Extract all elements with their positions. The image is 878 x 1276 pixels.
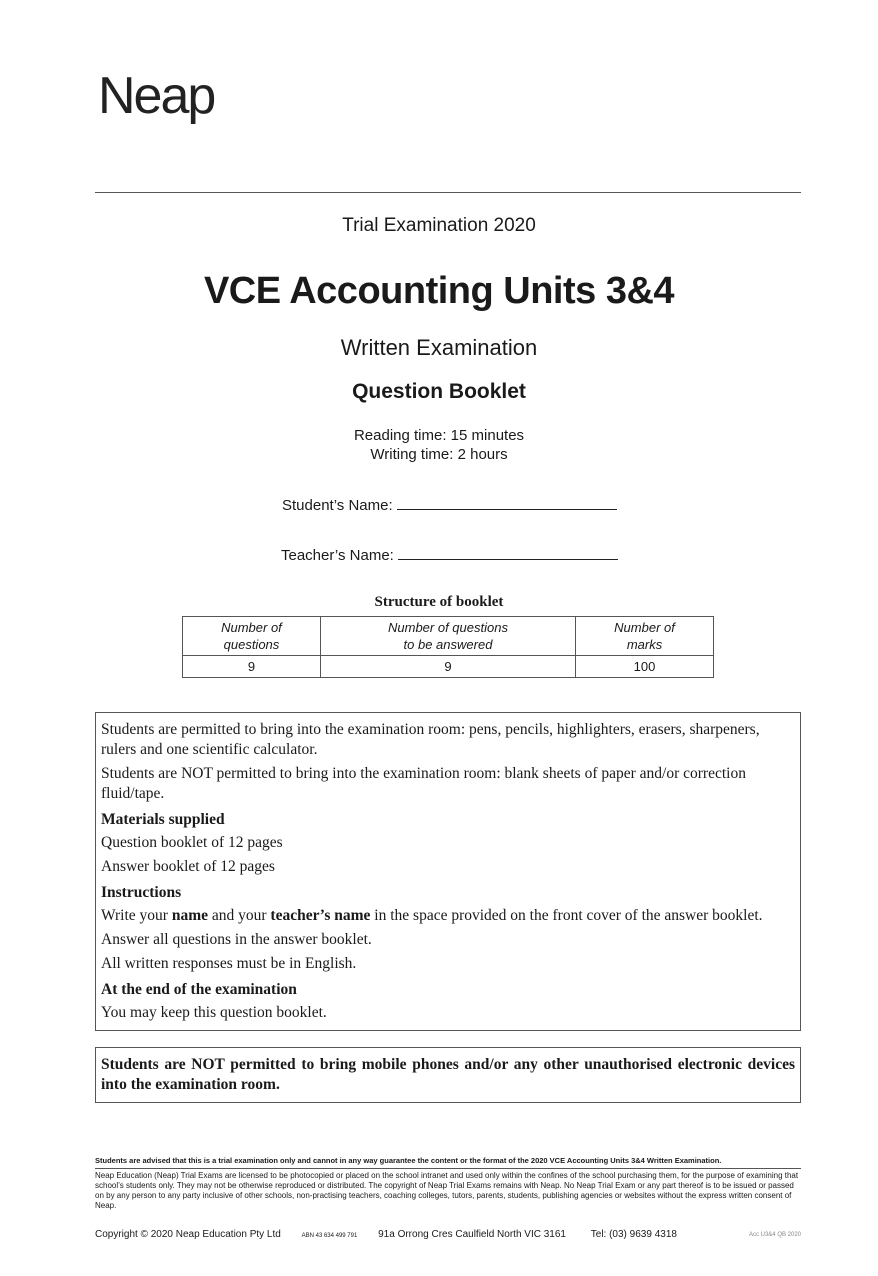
writing-time: Writing time: 2 hours xyxy=(370,446,508,463)
structure-title: Structure of booklet xyxy=(374,594,504,610)
exam-times xyxy=(0,426,878,464)
disclaimer-line-1: Students are advised that this is a trial examination only and cannot in any way guarantee the content or the format of the 2020 VCE Accounting Units 3&4 Written Examination. xyxy=(95,1156,801,1169)
materials-item: Answer booklet of 12 pages xyxy=(101,858,275,875)
footer-copyright: Copyright © 2020 Neap Education Pty Ltd xyxy=(95,1229,281,1240)
student-name-label: Student’s Name: xyxy=(282,497,393,514)
teacher-name-field[interactable] xyxy=(281,545,618,564)
instruction-answer: Answer all questions in the answer booklet. xyxy=(101,931,372,948)
materials-item: Question booklet of 12 pages xyxy=(101,834,283,851)
teacher-name-line[interactable] xyxy=(398,545,618,560)
footer xyxy=(95,1229,801,1240)
structure-table xyxy=(182,616,714,678)
phone-warning-box xyxy=(95,1047,801,1103)
not-permitted-text: Students are NOT permitted to bring into the examination room: blank sheets of paper and/or correction fluid/tape. xyxy=(101,765,746,802)
exam-subtitle: Written Examination xyxy=(340,335,538,360)
materials-heading: Materials supplied xyxy=(101,811,225,828)
footer-abn: ABN 43 634 499 791 xyxy=(301,1233,358,1239)
structure-header-cell: Number of questions to be answered xyxy=(320,617,575,656)
footer-tel: Tel: (03) 9639 4318 xyxy=(590,1229,677,1240)
instruction-english: All written responses must be in English. xyxy=(101,955,357,972)
structure-value-cell: 9 xyxy=(183,656,321,678)
student-name-field[interactable] xyxy=(282,495,617,514)
end-text: You may keep this question booklet. xyxy=(101,1004,327,1021)
instructions-heading: Instructions xyxy=(101,884,182,901)
structure-header-row xyxy=(183,617,714,656)
structure-header-cell: Number of questions xyxy=(183,617,321,656)
reading-time: Reading time: 15 minutes xyxy=(353,427,525,444)
phone-warning-text: Students are NOT permitted to bring mobile phones and/or any other unauthorised electronic devices into the examination room. xyxy=(101,1056,795,1093)
end-heading: At the end of the examination xyxy=(101,981,297,998)
disclaimer xyxy=(95,1156,801,1211)
neap-logo: Neap xyxy=(98,67,215,125)
student-name-line[interactable] xyxy=(397,495,617,510)
teacher-name-label: Teacher’s Name: xyxy=(281,547,394,564)
instruction-name: Write your name and your teacher’s name in the space provided on the front cover of the answer booklet. xyxy=(101,907,763,924)
permitted-text: Students are permitted to bring into the examination room: pens, pencils, highlighters, erasers, sharpeners, rulers and one scientific calculator. xyxy=(101,721,760,758)
structure-value-row xyxy=(183,656,714,678)
structure-value-cell: 9 xyxy=(320,656,575,678)
footer-code: Acc U3&4 QB 2020 xyxy=(748,1232,801,1238)
disclaimer-line-2: Neap Education (Neap) Trial Exams are licensed to be photocopied or placed on the school intranet and used only within the confines of the school purchasing them, for the purpose of examining that school’s students only. They may not be otherwise reproduced or distributed. The copyright of Neap Trial Exams remains with Neap. No Neap Trial Exam or any part thereof is to be issued or passed on by any person to any party inclusive of other schools, non-practising teachers, coaching colleges, tutors, parents, students, publishing agencies or websites without the express written consent of Neap. xyxy=(95,1171,799,1210)
structure-header-cell: Number of marks xyxy=(576,617,714,656)
exam-year: Trial Examination 2020 xyxy=(342,215,536,236)
booklet-type: Question Booklet xyxy=(352,380,526,403)
instructions-box xyxy=(95,712,801,1031)
footer-address: 91a Orrong Cres Caulfield North VIC 3161 xyxy=(378,1229,566,1240)
exam-title: VCE Accounting Units 3&4 xyxy=(203,270,675,312)
header-divider xyxy=(95,192,801,193)
structure-value-cell: 100 xyxy=(576,656,714,678)
